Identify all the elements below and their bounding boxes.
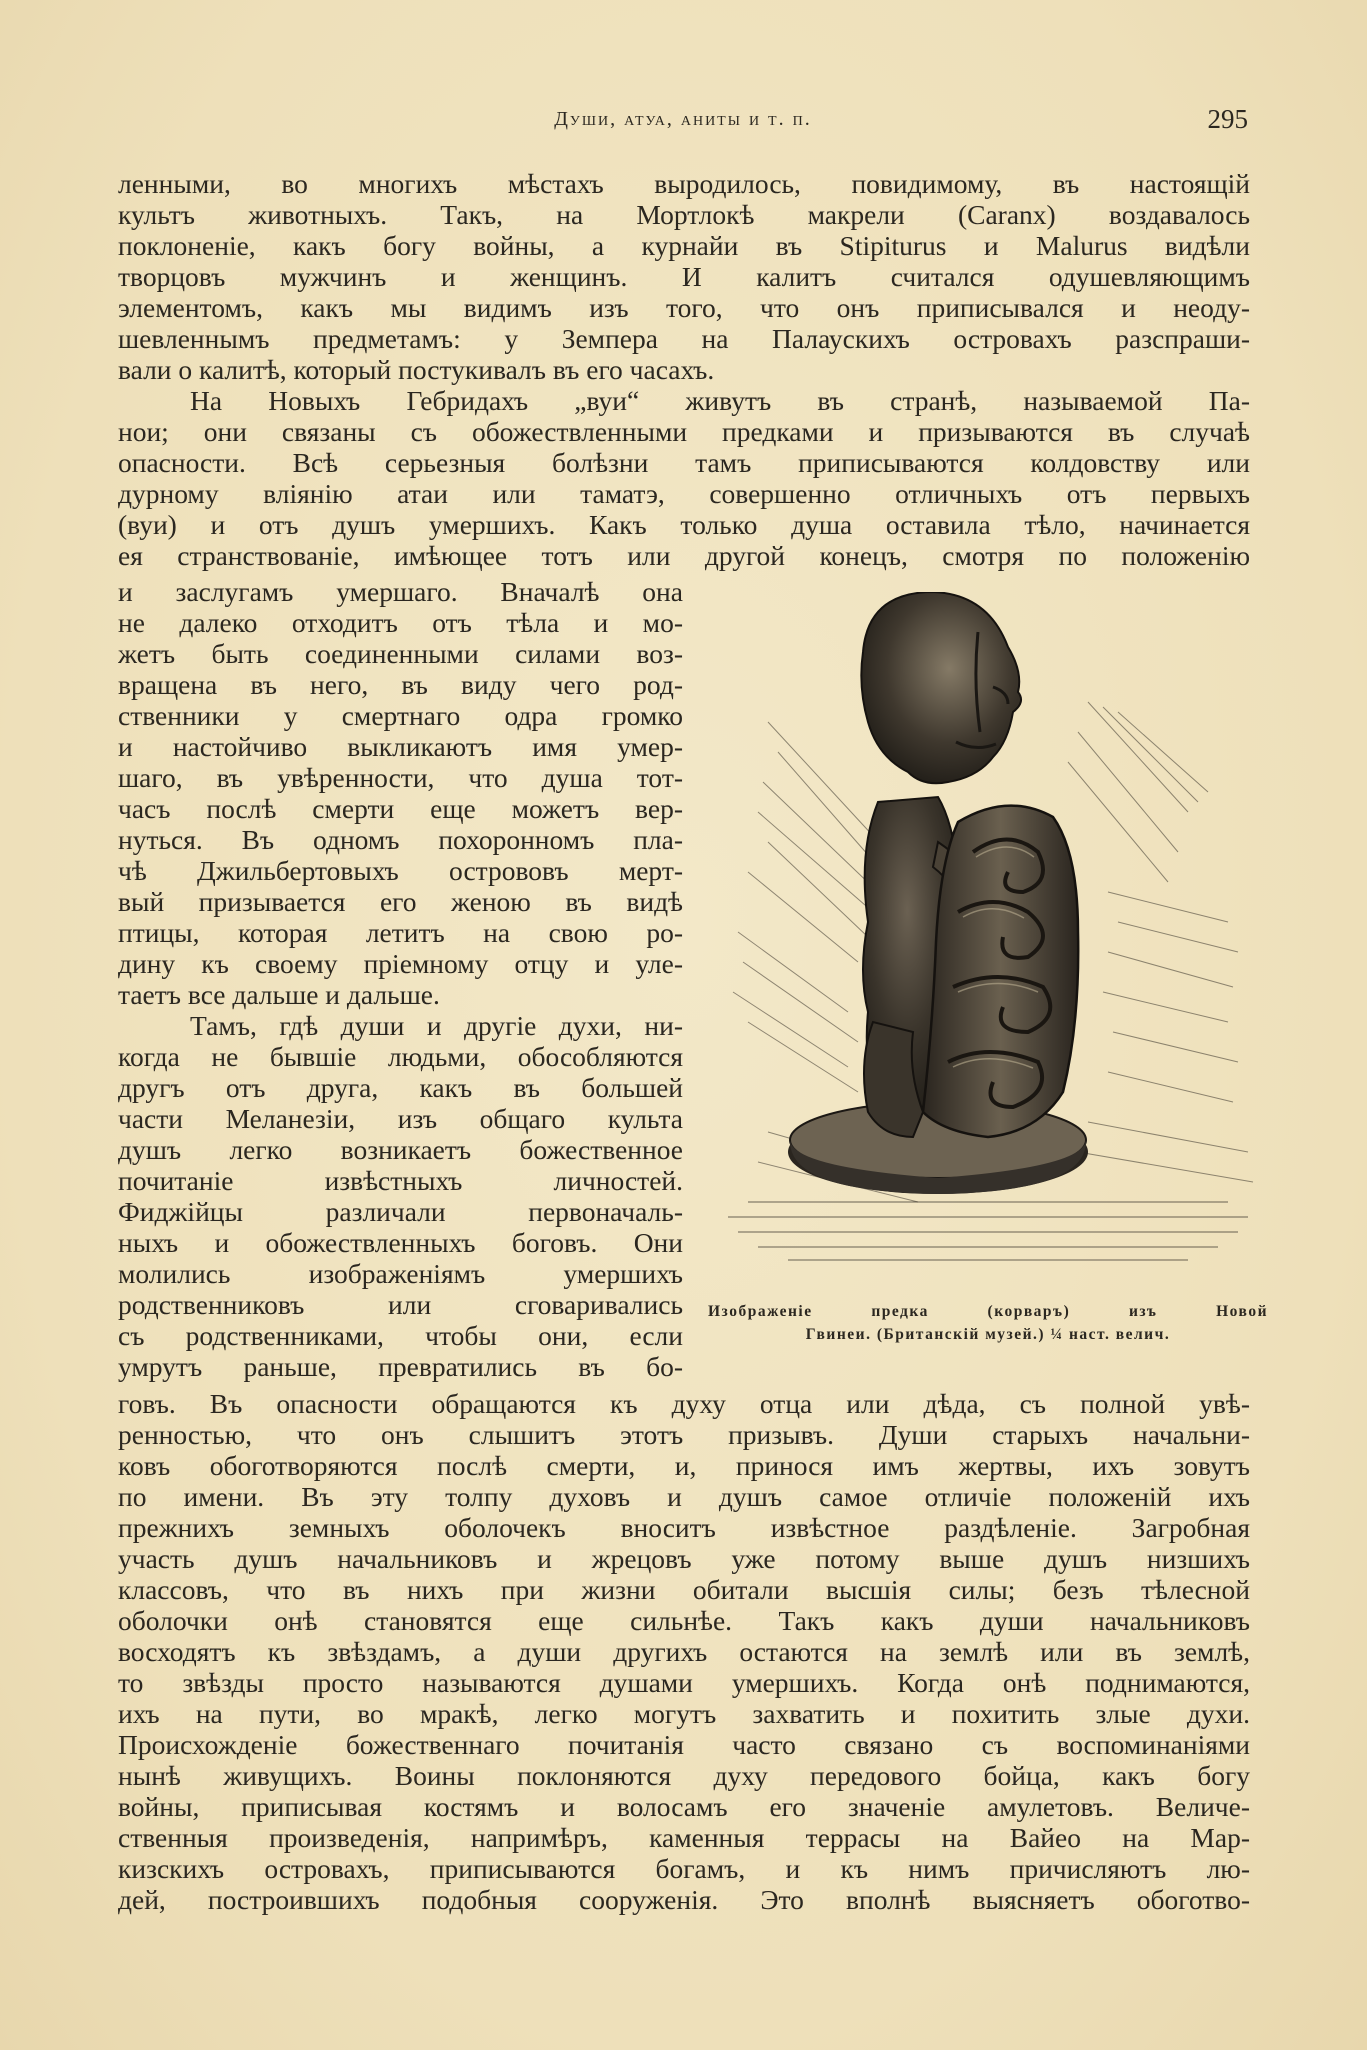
text-line: родственниковъ или сговаривались <box>118 1289 683 1320</box>
text-line: говъ. Въ опасности обращаются къ духу отца или дѣда, съ полной увѣ- <box>118 1388 1250 1419</box>
text-line: ленными, во многихъ мѣстахъ выродилось, повидимому, въ настоящій <box>118 168 1250 199</box>
text-line: культъ животныхъ. Такъ, на Мортлокѣ макрели (Caranx) воздавалось <box>118 199 1250 230</box>
text-line: прежнихъ земныхъ оболочекъ вноситъ извѣстное раздѣленіе. Загробная <box>118 1512 1250 1543</box>
text-line: На Новыхъ Гебридахъ „вуи“ живутъ въ странѣ, называемой Па- <box>190 385 1250 416</box>
text-line: нуться. Въ одномъ похоронномъ пла- <box>118 824 683 855</box>
text-line: войны, приписывая костямъ и волосамъ его значеніе амулетовъ. Величе- <box>118 1791 1250 1822</box>
text-block-bottom <box>118 1388 1250 1915</box>
text-line: дей, построившихъ подобныя сооруженія. Это вполнѣ выясняетъ обоготво- <box>118 1884 1250 1915</box>
running-head: Души, атуа, аниты и т. п. <box>554 108 812 130</box>
text-line: дурному вліянію атаи или таматэ, совершенно отличныхъ отъ первыхъ <box>118 478 1250 509</box>
text-line: вали о калитѣ, который постукивалъ въ его часахъ. <box>118 354 715 385</box>
text-line: другъ отъ друга, какъ въ большей <box>118 1072 683 1103</box>
text-line: ренностью, что онъ слышитъ этотъ призывъ. Души старыхъ начальни- <box>118 1419 1250 1450</box>
text-line: то звѣзды просто называются душами умершихъ. Когда онѣ поднимаются, <box>118 1667 1250 1698</box>
text-line: птицы, которая летитъ на свою ро- <box>118 917 683 948</box>
text-line: ея странствованіе, имѣющее тотъ или другой конецъ, смотря по положенію <box>118 540 1250 571</box>
page-number: 295 <box>1207 104 1248 134</box>
text-line: нынѣ живущихъ. Воины поклоняются духу передового бойца, какъ богу <box>118 1760 1250 1791</box>
text-line: молились изображеніямъ умершихъ <box>118 1258 683 1289</box>
caption-line-2: Гвинеи. (Британскій музей.) ¼ наст. велич. <box>805 1326 1171 1343</box>
text-block-top <box>118 168 1250 571</box>
korvar-statue-engraving <box>708 592 1268 1312</box>
text-line: шевленнымъ предметамъ: у Земпера на Палаускихъ островахъ разспраши- <box>118 323 1250 354</box>
text-line: ныхъ и обожествленныхъ боговъ. Они <box>118 1227 683 1258</box>
text-line: участь душъ начальниковъ и жрецовъ уже потому выше душъ низшихъ <box>118 1543 1250 1574</box>
text-line: дину къ своему пріемному отцу и уле- <box>118 948 683 979</box>
figure-caption <box>708 1300 1268 1346</box>
text-line: кизскихъ островахъ, приписываются богамъ, и къ нимъ причисляютъ лю- <box>118 1853 1250 1884</box>
text-line: вращена въ него, въ виду чего род- <box>118 669 683 700</box>
text-line: и настойчиво выкликаютъ имя умер- <box>118 731 683 762</box>
text-line: съ родственниками, чтобы они, если <box>118 1320 683 1351</box>
text-line: (вуи) и отъ душъ умершихъ. Какъ только душа оставила тѣло, начинается <box>118 509 1250 540</box>
text-line: восходятъ къ звѣздамъ, а души другихъ остаются на землѣ или въ землѣ, <box>118 1636 1250 1667</box>
text-line: Фиджійцы различали первоначаль- <box>118 1196 683 1227</box>
text-line: оболочки онѣ становятся еще сильнѣе. Такъ какъ души начальниковъ <box>118 1605 1250 1636</box>
text-line: элементомъ, какъ мы видимъ изъ того, что онъ приписывался и неоду- <box>118 292 1250 323</box>
text-line: классовъ, что въ нихъ при жизни обитали высшія силы; безъ тѣлесной <box>118 1574 1250 1605</box>
text-line: почитаніе извѣстныхъ личностей. <box>118 1165 683 1196</box>
text-line: вый призывается его женою въ видѣ <box>118 886 683 917</box>
text-line: душъ легко возникаетъ божественное <box>118 1134 683 1165</box>
text-line: умрутъ раньше, превратились въ бо- <box>118 1351 683 1382</box>
text-line: ственныя произведенія, напримѣръ, каменныя террасы на Вайео на Мар- <box>118 1822 1250 1853</box>
text-line: ковъ обоготворяются послѣ смерти, и, принося имъ жертвы, ихъ зовутъ <box>118 1450 1250 1481</box>
text-line: когда не бывшіе людьми, обособляются <box>118 1041 683 1072</box>
text-line: таетъ все дальше и дальше. <box>118 979 440 1010</box>
text-block-beside-figure <box>118 576 683 1382</box>
text-line: творцовъ мужчинъ и женщинъ. И калитъ считался одушевляющимъ <box>118 261 1250 292</box>
text-line: чѣ Джильбертовыхъ острововъ мерт- <box>118 855 683 886</box>
carved-shield <box>923 806 1078 1137</box>
text-line: Тамъ, гдѣ души и другіе духи, ни- <box>190 1010 683 1041</box>
ancestor-figure-illustration <box>708 592 1268 1312</box>
text-line: Происхожденіе божественнаго почитанія часто связано съ воспоминаніями <box>118 1729 1250 1760</box>
text-line: по имени. Въ эту толпу духовъ и душъ самое отличіе положеній ихъ <box>118 1481 1250 1512</box>
page-header <box>118 104 1248 144</box>
ground-lines <box>728 1202 1248 1260</box>
text-line: и заслугамъ умершаго. Вначалѣ она <box>118 576 683 607</box>
text-line: части Меланезіи, изъ общаго культа <box>118 1103 683 1134</box>
text-line: ственники у смертнаго одра громко <box>118 700 683 731</box>
caption-line-1: Изображеніе предка (корваръ) изъ Новой <box>708 1303 1268 1320</box>
text-line: не далеко отходитъ отъ тѣла и мо- <box>118 607 683 638</box>
text-line: опасности. Всѣ серьезныя болѣзни тамъ приписываются колдовству или <box>118 447 1250 478</box>
text-line: нои; они связаны съ обожествленными предками и призываются въ случаѣ <box>118 416 1250 447</box>
text-line: жетъ быть соединенными силами воз- <box>118 638 683 669</box>
text-line: поклоненіе, какъ богу войны, а курнайи въ Stipiturus и Malurus видѣли <box>118 230 1250 261</box>
text-line: шаго, въ увѣренности, что душа тот- <box>118 762 683 793</box>
text-line: часъ послѣ смерти еще можетъ вер- <box>118 793 683 824</box>
text-line: ихъ на пути, во мракѣ, легко могутъ захватить и похитить злые духи. <box>118 1698 1250 1729</box>
